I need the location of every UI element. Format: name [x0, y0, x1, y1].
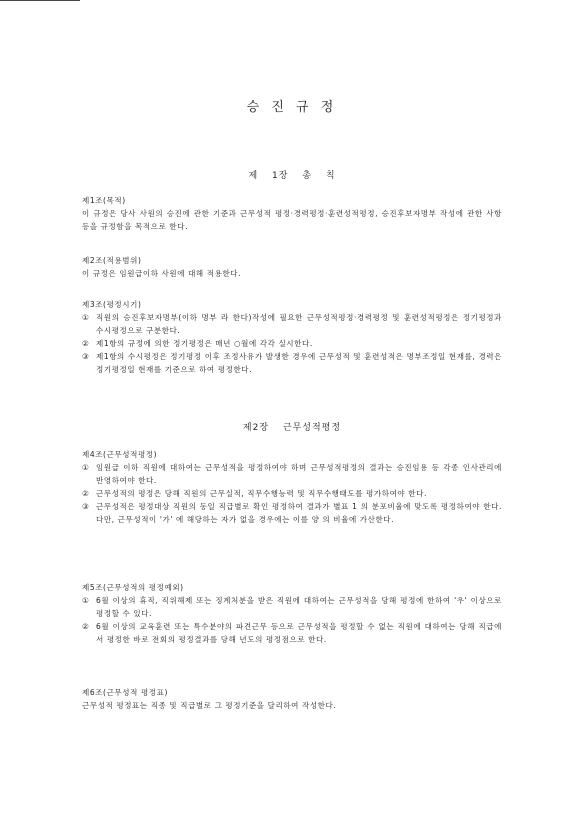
document-title: 승 진 규 정 [246, 100, 338, 115]
list-item [82, 500, 502, 526]
item-number: ① [82, 463, 90, 472]
article-heading: 제6조(근무성적 평정표) [82, 688, 169, 697]
list-item [82, 350, 502, 376]
article-body: 근무성적 평정표는 직종 및 직급별로 그 평정기준을 달리하여 작성한다. [82, 701, 337, 710]
article-body: 이 규정은 임원급이하 사원에 대해 적용한다. [82, 269, 242, 278]
article-5 [82, 581, 502, 646]
item-text: 임원급 이하 직원에 대하여는 근무성적을 평정하여야 하며 근무성적평정의 결과는 승진임용 등 각종 인사관리에 반영하여야 한다. [96, 463, 502, 485]
article-3 [82, 298, 502, 376]
article-4 [82, 448, 502, 526]
item-text: 6월 이상의 휴직, 직위해제 또는 징계처분을 받은 직원에 대하여는 근무성적을 당해 평정에 한하여 '우' 이상으로 평정할 수 있다. [96, 596, 502, 618]
list-item [82, 461, 502, 487]
item-text: 제1항의 수시평정은 정기평정 이후 조정사유가 발생한 경우에 근무성적 및 훈련성적은 명부조정일 현재를, 경력은 정기평정일 현재를 기준으로 하여 평정한다. [96, 352, 502, 374]
article-1 [82, 194, 502, 233]
article-2 [82, 254, 502, 280]
item-number: ① [82, 596, 90, 605]
item-number: ② [82, 489, 90, 498]
item-text: 근무성적은 평정대상 직원의 동일 직급별로 확인 평정하여 결과가 별표 1 의 분포비율에 맞도록 평정하여야 한다. 다만, 근무성적이 '가' 에 해당하는 자가 없을 경우에는 이를 양 의 비율에 가산한다. [96, 502, 502, 524]
list-item [82, 620, 502, 646]
article-heading: 제3조(평정시기) [82, 300, 142, 309]
article-heading: 제4조(근무성적평정) [82, 450, 158, 459]
item-number: ① [82, 313, 90, 322]
item-text: 직원의 승진후보자명부(이하 명부 라 한다)작성에 필요한 근무성적평정·경력평정 및 훈련성적평정은 정기평정과 수시평정으로 구분한다. [96, 313, 502, 335]
article-heading: 제1조(목적) [82, 196, 126, 205]
item-number: ② [82, 339, 90, 348]
item-number: ② [82, 622, 90, 631]
list-item [82, 487, 502, 500]
article-body: 이 규정은 당사 사원의 승진에 관한 기준과 근무성적 평정·경력평정·훈련성적평정, 승진후보자명부 작성에 관한 사항 등을 규정함을 목적으로 한다. [82, 209, 502, 231]
item-number: ③ [82, 502, 90, 511]
item-number: ③ [82, 352, 90, 361]
chapter-1-heading: 제 1장 총 칙 [248, 171, 336, 181]
list-item [82, 311, 502, 337]
item-text: 6월 이상의 교육훈련 또는 특수분야의 파견근무 등으로 근무성적을 평정할 수 없는 직원에 대하여는 당해 직급에서 평정한 바로 전회의 평정결과를 당해 년도의 평정점으로 한다. [96, 622, 502, 644]
article-heading: 제2조(적용범위) [82, 256, 142, 265]
article-heading: 제5조(근무성적의 평정예외) [82, 583, 184, 592]
chapter-2-heading: 제2장 근무성적평정 [242, 423, 342, 433]
list-item [82, 594, 502, 620]
article-6 [82, 686, 502, 712]
header-rule [0, 0, 80, 1]
item-text: 근무성적의 평정은 당해 직원의 근무실적, 직무수행능력 및 직무수행태도를 평가하여야 한다. [96, 489, 427, 498]
item-text: 제1항의 규정에 의한 정기평정은 매년 ○월에 각각 실시한다. [96, 339, 313, 348]
list-item [82, 337, 502, 350]
